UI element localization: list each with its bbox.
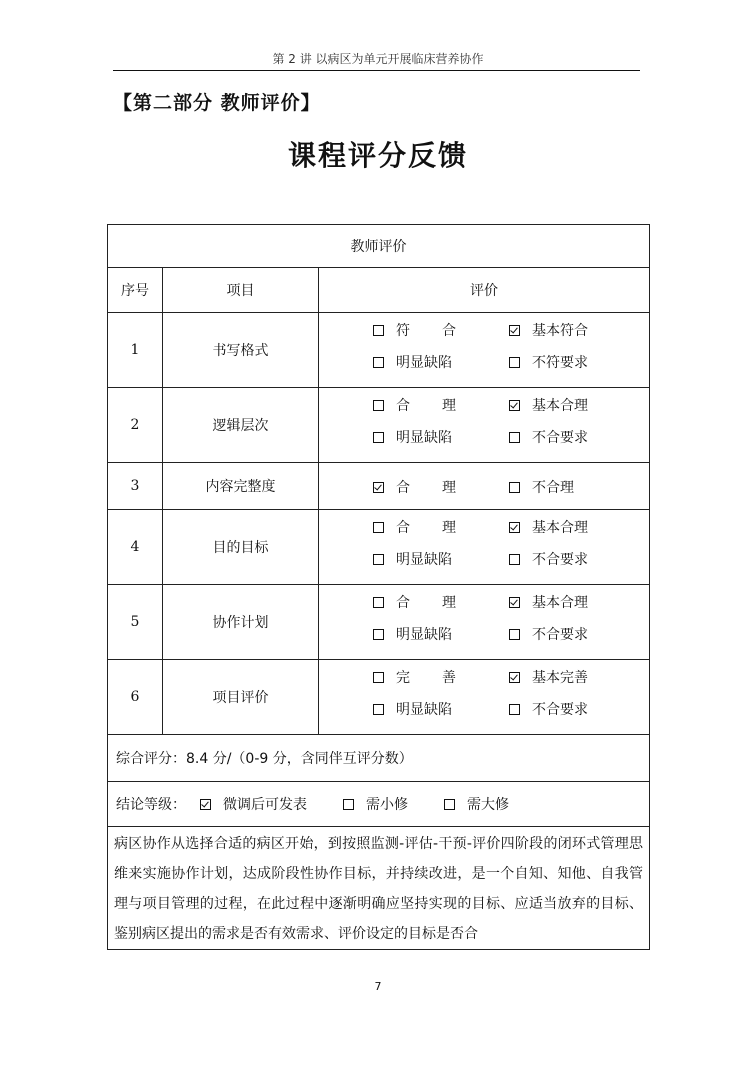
row-number: 5 [108, 585, 163, 660]
evaluation-option[interactable] [509, 667, 588, 687]
evaluation-option[interactable] [509, 624, 588, 644]
checkbox-icon[interactable] [444, 799, 455, 810]
row-number: 3 [108, 463, 163, 510]
row-item: 协作计划 [163, 585, 319, 660]
conclusion-grade [108, 782, 650, 827]
row-evaluation [319, 585, 650, 660]
evaluation-option[interactable] [373, 624, 452, 644]
row-item: 项目评价 [163, 660, 319, 735]
option-label: 不合要求 [532, 430, 588, 446]
section-title: 【第二部分 教师评价】 [113, 92, 321, 114]
evaluation-option[interactable] [509, 517, 588, 537]
evaluation-option[interactable] [509, 427, 588, 447]
evaluation-option[interactable] [509, 549, 588, 569]
checkbox-icon[interactable] [373, 522, 384, 533]
evaluation-option[interactable] [509, 699, 588, 719]
checkbox-icon[interactable] [373, 357, 384, 368]
checkbox-icon[interactable] [373, 554, 384, 565]
checkbox-icon[interactable] [373, 704, 384, 715]
conclusion-option[interactable] [200, 794, 307, 814]
option-label: 基本合理 [532, 520, 588, 536]
checked-box-icon[interactable] [509, 522, 520, 533]
option-label: 明显缺陷 [396, 430, 452, 446]
checked-box-icon[interactable] [200, 799, 211, 810]
checked-box-icon[interactable] [509, 672, 520, 683]
option-label: 合理 [396, 480, 456, 496]
row-number: 2 [108, 388, 163, 463]
evaluation-option[interactable] [509, 395, 588, 415]
checkbox-icon[interactable] [373, 629, 384, 640]
row-evaluation [319, 660, 650, 735]
table-row [108, 660, 650, 735]
option-label: 需小修 [366, 797, 408, 813]
evaluation-option[interactable] [509, 592, 588, 612]
evaluation-option[interactable] [373, 320, 456, 340]
evaluation-option[interactable] [373, 592, 456, 612]
option-label: 合理 [396, 398, 456, 414]
column-header-no: 序号 [108, 268, 163, 313]
teacher-comment: 病区协作从选择合适的病区开始，到按照监测-评估-干预-评价四阶段的闭环式管理思维来实施协作计划，达成阶段性协作目标，并持续改进，是一个自知、知他、自我管理与项目管理的过程，在此过程中逐渐明确应坚持实现的目标、应适当放弃的目标、鉴别病区提出的需求是否有效需求、评价设定的目标是否合 [108, 827, 650, 950]
column-header-evaluation: 评价 [319, 268, 650, 313]
option-label: 不合要求 [532, 702, 588, 718]
checkbox-icon[interactable] [509, 629, 520, 640]
page-title: 课程评分反馈 [287, 139, 468, 172]
option-label: 合理 [396, 520, 456, 536]
evaluation-option[interactable] [509, 477, 574, 497]
row-item: 内容完整度 [163, 463, 319, 510]
option-label: 基本合理 [532, 398, 588, 414]
row-evaluation [319, 388, 650, 463]
table-row [108, 585, 650, 660]
checkbox-icon[interactable] [343, 799, 354, 810]
running-header: 第 2 讲 以病区为单元开展临床营养协作 [272, 52, 484, 66]
option-label: 明显缺陷 [396, 627, 452, 643]
row-number: 4 [108, 510, 163, 585]
option-label: 需大修 [467, 797, 509, 813]
row-item: 目的目标 [163, 510, 319, 585]
table-row [108, 463, 650, 510]
conclusion-option[interactable] [444, 794, 509, 814]
checked-box-icon[interactable] [509, 400, 520, 411]
checked-box-icon[interactable] [509, 325, 520, 336]
option-label: 基本完善 [532, 670, 588, 686]
checkbox-icon[interactable] [373, 597, 384, 608]
row-evaluation [319, 313, 650, 388]
row-evaluation [319, 463, 650, 510]
evaluation-option[interactable] [373, 352, 452, 372]
option-label: 基本符合 [532, 323, 588, 339]
evaluation-option[interactable] [373, 517, 456, 537]
checkbox-icon[interactable] [373, 400, 384, 411]
option-label: 明显缺陷 [396, 552, 452, 568]
option-label: 合理 [396, 595, 456, 611]
checked-box-icon[interactable] [509, 597, 520, 608]
page-number: 7 [374, 980, 382, 993]
evaluation-option[interactable] [373, 395, 456, 415]
option-label: 微调后可发表 [223, 797, 307, 813]
checkbox-icon[interactable] [509, 554, 520, 565]
overall-score: 综合评分：8.4 分/（0-9 分，含同伴互评分数） [108, 735, 650, 782]
checkbox-icon[interactable] [509, 357, 520, 368]
header-rule [113, 70, 640, 71]
row-evaluation [319, 510, 650, 585]
table-row [108, 388, 650, 463]
evaluation-option[interactable] [373, 667, 456, 687]
evaluation-option[interactable] [373, 549, 452, 569]
row-number: 6 [108, 660, 163, 735]
conclusion-option[interactable] [343, 794, 408, 814]
evaluation-option[interactable] [373, 427, 452, 447]
evaluation-option[interactable] [373, 477, 456, 497]
column-header-item: 项目 [163, 268, 319, 313]
checked-box-icon[interactable] [373, 482, 384, 493]
checkbox-icon[interactable] [373, 672, 384, 683]
option-label: 不合理 [532, 480, 574, 496]
checkbox-icon[interactable] [509, 432, 520, 443]
option-label: 不符要求 [532, 355, 588, 371]
option-label: 不合要求 [532, 552, 588, 568]
row-number: 1 [108, 313, 163, 388]
option-label: 明显缺陷 [396, 355, 452, 371]
checkbox-icon[interactable] [509, 482, 520, 493]
conclusion-label: 结论等级： [116, 797, 186, 813]
checkbox-icon[interactable] [373, 432, 384, 443]
option-label: 符合 [396, 323, 456, 339]
option-label: 完善 [396, 670, 456, 686]
evaluation-option[interactable] [373, 699, 452, 719]
evaluation-option[interactable] [509, 320, 588, 340]
option-label: 不合要求 [532, 627, 588, 643]
checkbox-icon[interactable] [373, 325, 384, 336]
evaluation-table [107, 224, 650, 950]
table-row [108, 313, 650, 388]
option-label: 明显缺陷 [396, 702, 452, 718]
checkbox-icon[interactable] [509, 704, 520, 715]
option-label: 基本合理 [532, 595, 588, 611]
row-item: 逻辑层次 [163, 388, 319, 463]
table-row [108, 510, 650, 585]
row-item: 书写格式 [163, 313, 319, 388]
evaluation-option[interactable] [509, 352, 588, 372]
table-caption: 教师评价 [108, 225, 650, 268]
